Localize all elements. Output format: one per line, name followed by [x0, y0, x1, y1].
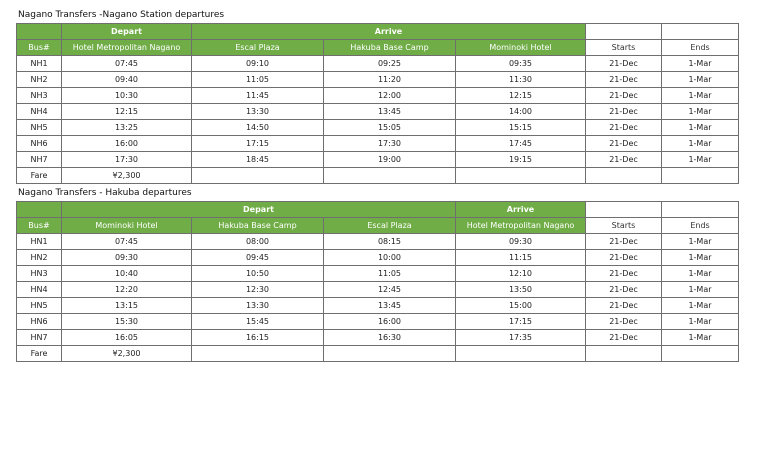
schedule-cell: 13:15	[62, 298, 192, 314]
empty-cell	[456, 346, 586, 362]
schedule-cell: 14:00	[456, 104, 586, 120]
table-row	[17, 314, 739, 330]
schedule-cell: 21-Dec	[586, 104, 662, 120]
table1-title: Nagano Transfers -Nagano Station departures	[18, 10, 225, 20]
column-header: Hakuba Base Camp	[324, 40, 456, 56]
schedule-cell: 11:05	[324, 266, 456, 282]
schedule-cell: 12:20	[62, 282, 192, 298]
schedule-cell: 1-Mar	[662, 298, 739, 314]
column-header: Starts	[586, 40, 662, 56]
schedule-cell: 21-Dec	[586, 298, 662, 314]
bus-number-cell: HN1	[17, 234, 62, 250]
column-header: Mominoki Hotel	[62, 218, 192, 234]
schedule-cell: 21-Dec	[586, 120, 662, 136]
table-row	[17, 88, 739, 104]
schedule-cell: 12:45	[324, 282, 456, 298]
fare-label: Fare	[17, 168, 62, 184]
column-header: Ends	[662, 218, 739, 234]
empty-cell	[324, 346, 456, 362]
bus-number-cell: NH1	[17, 56, 62, 72]
table2-group-empty	[662, 202, 739, 218]
schedule-cell: 17:15	[192, 136, 324, 152]
schedule-cell: 07:45	[62, 56, 192, 72]
table-row	[17, 298, 739, 314]
table1-group-depart: Depart	[62, 24, 192, 40]
schedule-cell: 10:50	[192, 266, 324, 282]
bus-number-cell: HN6	[17, 314, 62, 330]
schedule-cell: 15:15	[456, 120, 586, 136]
fare-value: ¥2,300	[62, 168, 192, 184]
bus-number-cell: NH6	[17, 136, 62, 152]
schedule-cell: 16:00	[324, 314, 456, 330]
column-header: Bus#	[17, 40, 62, 56]
schedule-cell: 21-Dec	[586, 56, 662, 72]
schedule-cell: 15:00	[456, 298, 586, 314]
column-header: Mominoki Hotel	[456, 40, 586, 56]
schedule-cell: 21-Dec	[586, 234, 662, 250]
column-header: Hotel Metropolitan Nagano	[456, 218, 586, 234]
schedule-cell: 15:30	[62, 314, 192, 330]
schedule-cell: 1-Mar	[662, 104, 739, 120]
table2-fare-row	[17, 346, 739, 362]
schedule-cell: 1-Mar	[662, 136, 739, 152]
schedule-cell: 15:45	[192, 314, 324, 330]
schedule-cell: 08:15	[324, 234, 456, 250]
table2-group-depart: Depart	[62, 202, 456, 218]
table2-column-header-row	[17, 218, 739, 234]
schedule-cell: 09:40	[62, 72, 192, 88]
schedule-cell: 1-Mar	[662, 250, 739, 266]
schedule-cell: 12:00	[324, 88, 456, 104]
schedule-cell: 13:45	[324, 104, 456, 120]
empty-cell	[586, 168, 662, 184]
table1-group-arrive: Arrive	[192, 24, 586, 40]
table2-title: Nagano Transfers - Hakuba departures	[18, 188, 192, 198]
schedule-cell: 15:05	[324, 120, 456, 136]
schedule-cell: 21-Dec	[586, 250, 662, 266]
schedule-cell: 12:15	[62, 104, 192, 120]
schedule-cell: 16:00	[62, 136, 192, 152]
schedule-cell: 11:20	[324, 72, 456, 88]
schedule-cell: 17:15	[456, 314, 586, 330]
schedule-cell: 13:25	[62, 120, 192, 136]
schedule-cell: 1-Mar	[662, 330, 739, 346]
table-row	[17, 56, 739, 72]
table-row	[17, 250, 739, 266]
table-row	[17, 72, 739, 88]
schedule-cell: 1-Mar	[662, 234, 739, 250]
table-row	[17, 104, 739, 120]
schedule-cell: 1-Mar	[662, 152, 739, 168]
table1-group-empty	[662, 24, 739, 40]
table1-fare-row	[17, 168, 739, 184]
schedule-cell: 10:40	[62, 266, 192, 282]
schedule-cell: 11:45	[192, 88, 324, 104]
table-row	[17, 152, 739, 168]
schedule-cell: 16:30	[324, 330, 456, 346]
bus-number-cell: HN5	[17, 298, 62, 314]
schedule-cell: 1-Mar	[662, 314, 739, 330]
column-header: Ends	[662, 40, 739, 56]
schedule-cell: 11:05	[192, 72, 324, 88]
schedule-cell: 21-Dec	[586, 266, 662, 282]
table1-column-header-row	[17, 40, 739, 56]
schedule-cell: 21-Dec	[586, 152, 662, 168]
empty-cell	[662, 346, 739, 362]
schedule-cell: 1-Mar	[662, 282, 739, 298]
table-row	[17, 266, 739, 282]
empty-cell	[456, 168, 586, 184]
empty-cell	[192, 168, 324, 184]
schedule-cell: 14:50	[192, 120, 324, 136]
column-header: Starts	[586, 218, 662, 234]
schedule-cell: 21-Dec	[586, 88, 662, 104]
table1-timetable	[16, 23, 739, 184]
schedule-cell: 21-Dec	[586, 72, 662, 88]
table-row	[17, 120, 739, 136]
schedule-cell: 21-Dec	[586, 314, 662, 330]
schedule-cell: 19:15	[456, 152, 586, 168]
table2-group-blank	[17, 202, 62, 218]
table1-group-header-row	[17, 24, 739, 40]
empty-cell	[192, 346, 324, 362]
schedule-cell: 1-Mar	[662, 88, 739, 104]
table2-timetable	[16, 201, 739, 362]
bus-number-cell: NH7	[17, 152, 62, 168]
schedule-cell: 19:00	[324, 152, 456, 168]
schedule-cell: 09:30	[456, 234, 586, 250]
schedule-cell: 09:45	[192, 250, 324, 266]
schedule-cell: 08:00	[192, 234, 324, 250]
table2-body	[17, 234, 739, 346]
schedule-cell: 1-Mar	[662, 72, 739, 88]
schedule-cell: 1-Mar	[662, 120, 739, 136]
schedule-cell: 09:30	[62, 250, 192, 266]
schedule-cell: 12:10	[456, 266, 586, 282]
table2-group-arrive: Arrive	[456, 202, 586, 218]
schedule-cell: 13:30	[192, 104, 324, 120]
schedule-cell: 13:30	[192, 298, 324, 314]
table-row	[17, 330, 739, 346]
schedule-cell: 07:45	[62, 234, 192, 250]
column-header: Escal Plaza	[324, 218, 456, 234]
bus-number-cell: NH3	[17, 88, 62, 104]
schedule-cell: 13:45	[324, 298, 456, 314]
table1-group-empty	[586, 24, 662, 40]
schedule-cell: 12:30	[192, 282, 324, 298]
schedule-cell: 13:50	[456, 282, 586, 298]
table-row	[17, 234, 739, 250]
schedule-cell: 09:35	[456, 56, 586, 72]
table1-group-blank	[17, 24, 62, 40]
schedule-cell: 17:30	[324, 136, 456, 152]
table1-body	[17, 56, 739, 168]
bus-number-cell: NH2	[17, 72, 62, 88]
schedule-cell: 21-Dec	[586, 282, 662, 298]
schedule-cell: 1-Mar	[662, 266, 739, 282]
empty-cell	[324, 168, 456, 184]
schedule-cell: 16:05	[62, 330, 192, 346]
schedule-cell: 09:10	[192, 56, 324, 72]
schedule-cell: 1-Mar	[662, 56, 739, 72]
schedule-cell: 12:15	[456, 88, 586, 104]
fare-label: Fare	[17, 346, 62, 362]
schedule-cell: 10:30	[62, 88, 192, 104]
bus-number-cell: HN7	[17, 330, 62, 346]
schedule-cell: 17:35	[456, 330, 586, 346]
schedule-cell: 11:15	[456, 250, 586, 266]
schedule-cell: 11:30	[456, 72, 586, 88]
schedule-cell: 16:15	[192, 330, 324, 346]
schedule-cell: 18:45	[192, 152, 324, 168]
schedule-cell: 09:25	[324, 56, 456, 72]
bus-number-cell: HN3	[17, 266, 62, 282]
empty-cell	[662, 168, 739, 184]
column-header: Bus#	[17, 218, 62, 234]
schedule-cell: 10:00	[324, 250, 456, 266]
table-row	[17, 136, 739, 152]
bus-number-cell: HN2	[17, 250, 62, 266]
schedule-cell: 21-Dec	[586, 330, 662, 346]
schedule-cell: 17:30	[62, 152, 192, 168]
column-header: Hakuba Base Camp	[192, 218, 324, 234]
schedule-cell: 21-Dec	[586, 136, 662, 152]
table2-group-header-row	[17, 202, 739, 218]
table2-group-empty	[586, 202, 662, 218]
fare-value: ¥2,300	[62, 346, 192, 362]
bus-number-cell: NH4	[17, 104, 62, 120]
column-header: Escal Plaza	[192, 40, 324, 56]
schedule-cell: 17:45	[456, 136, 586, 152]
table-row	[17, 282, 739, 298]
bus-number-cell: HN4	[17, 282, 62, 298]
column-header: Hotel Metropolitan Nagano	[62, 40, 192, 56]
bus-number-cell: NH5	[17, 120, 62, 136]
empty-cell	[586, 346, 662, 362]
